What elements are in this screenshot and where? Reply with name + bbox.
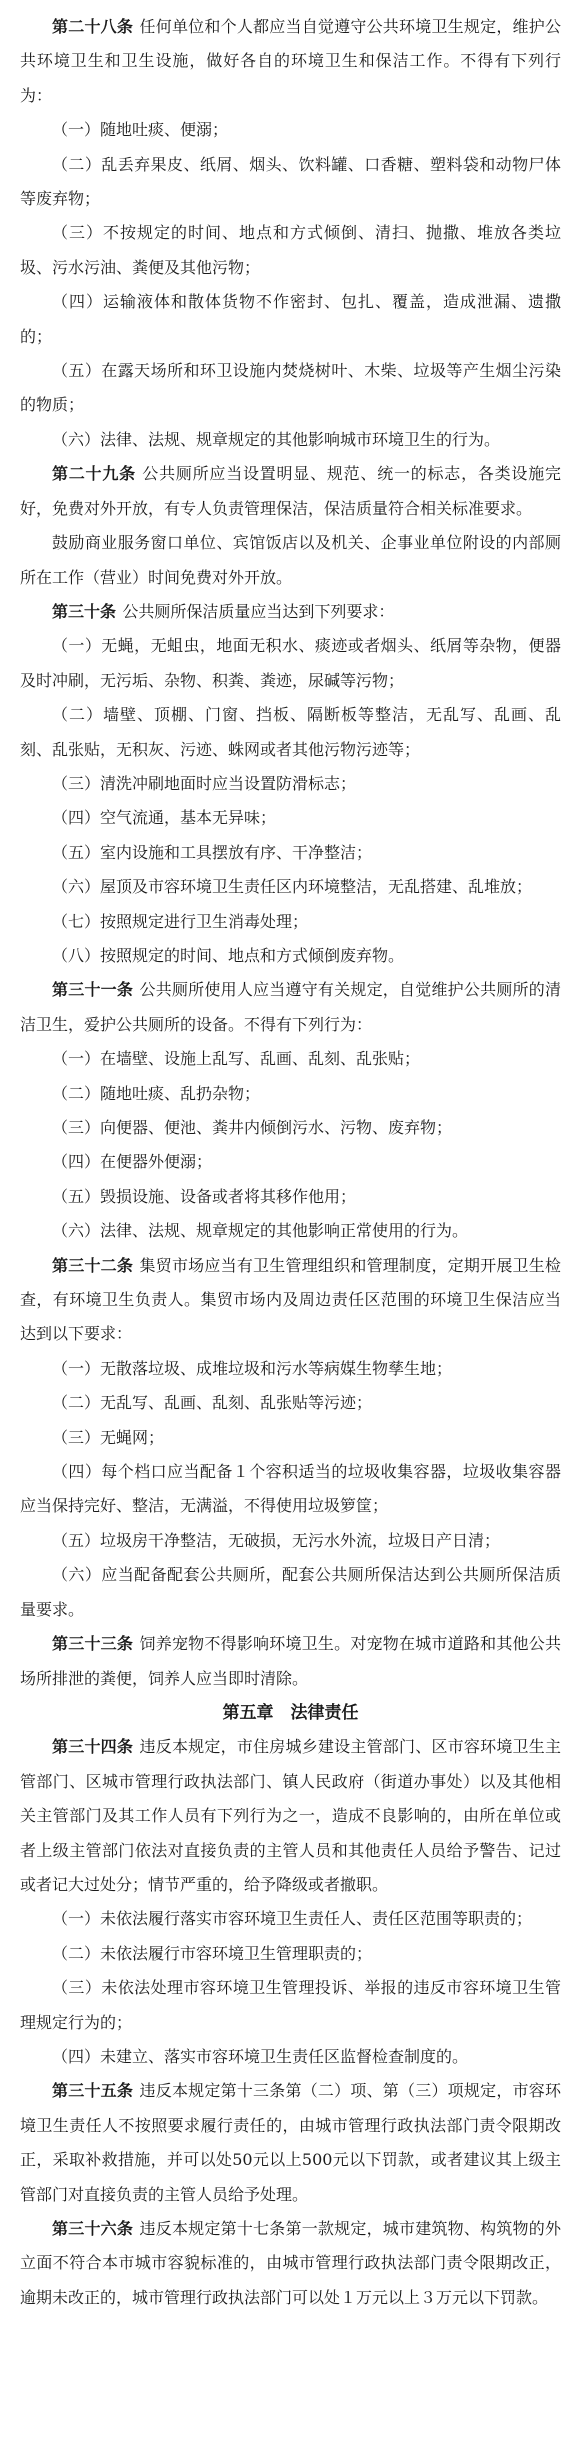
list-item: （七）按照规定进行卫生消毒处理； [52, 911, 309, 931]
list-item: （四）空气流通，基本无异味； [52, 808, 277, 828]
list-item: （二）墙壁、顶棚、门窗、挡板、隔断板等整洁，无乱写、乱画、乱刻、乱张贴，无积灰、污迹、蛛网或者其他污物污迹等； [20, 705, 561, 759]
list-item: （六）法律、法规、规章规定的其他影响正常使用的行为。 [52, 1221, 469, 1241]
article-36 [20, 2212, 561, 2315]
list-item: （二）未依法履行市容环境卫生管理职责的； [52, 1943, 373, 1963]
list-item: （五）垃圾房干净整洁，无破损，无污水外流，垃圾日产日清； [52, 1530, 501, 1550]
article-number: 第三十条 [52, 601, 117, 621]
list-item: （二）随地吐痰、乱扔杂物； [52, 1083, 261, 1103]
article-number: 第三十三条 [52, 1634, 134, 1654]
article-number: 第三十二条 [52, 1255, 134, 1275]
article-29 [20, 457, 561, 526]
article-text: 任何单位和个人都应当自觉遵守公共环境卫生规定，维护公共环境卫生和卫生设施，做好各自的环境卫生和保洁工作。不得有下列行为： [20, 17, 561, 105]
chapter-heading: 第五章 法律责任 [222, 1702, 359, 1723]
list-item: （一）无蝇，无蛆虫，地面无积水、痰迹或者烟头、纸屑等杂物，便器及时冲刷，无污垢、杂物、积粪、粪迹，尿碱等污物； [20, 636, 561, 690]
list-item: （四）运输液体和散体货物不作密封、包扎、覆盖，造成泄漏、遗撒的； [20, 292, 561, 346]
article-text: 违反本规定第十七条第一款规定，城市建筑物、构筑物的外立面不符合本市城市容貌标准的，由城市管理行政执法部门责令限期改正，逾期未改正的，城市管理行政执法部门可以处１万元以上３万元以下罚款。 [20, 2219, 561, 2307]
article-30 [20, 595, 561, 629]
list-item: （四）每个档口应当配备１个容积适当的垃圾收集容器，垃圾收集容器应当保持完好、整洁，无满溢，不得使用垃圾箩筐； [20, 1462, 561, 1516]
list-item: （二）乱丢弃果皮、纸屑、烟头、饮料罐、口香糖、塑料袋和动物尸体等废弃物； [20, 154, 561, 209]
article-number: 第二十八条 [52, 17, 134, 36]
list-item: （三）无蝇网； [52, 1427, 165, 1447]
list-item: （三）不按规定的时间、地点和方式倾倒、清扫、抛撒、堆放各类垃圾、污水污油、粪便及其他污物； [20, 223, 561, 277]
article-number: 第二十九条 [52, 464, 136, 484]
article-35 [20, 2074, 561, 2212]
article-text: 违反本规定，市住房城乡建设主管部门、区市容环境卫生主管部门、区城市管理行政执法部门、镇人民政府（街道办事处）以及其他相关主管部门及其工作人员有下列行为之一，造成不良影响的，由所在单位或者上级主管部门依法对直接负责的主管人员和其他责任人员给予警告、记过或者记大过处分；情节严重的，给予降级或者撤职。 [20, 1737, 561, 1894]
list-item: （二）无乱写、乱画、乱刻、乱张贴等污迹； [52, 1393, 373, 1413]
list-item: （五）在露天场所和环卫设施内焚烧树叶、木柴、垃圾等产生烟尘污染的物质； [20, 361, 561, 415]
list-item: （六）屋顶及市容环境卫生责任区内环境整洁，无乱搭建、乱堆放； [52, 877, 533, 897]
article-33 [20, 1627, 561, 1696]
article-number: 第三十五条 [52, 2081, 134, 2101]
article-text: 公共厕所使用人应当遵守有关规定，自觉维护公共厕所的清洁卫生，爱护公共厕所的设备。不得有下列行为： [20, 980, 561, 1034]
list-item: （一）在墙壁、设施上乱写、乱画、乱刻、乱张贴； [52, 1049, 421, 1069]
article-text: 违反本规定第十三条第（二）项、第（三）项规定，市容环境卫生责任人不按照要求履行责任的，由城市管理行政执法部门责令限期改正，采取补救措施，并可以处50元以上500元以下罚款，或者建议其上级主管部门对直接负责的主管人员给予处理。 [20, 2081, 561, 2204]
list-item: （六）应当配备配套公共厕所，配套公共厕所保洁达到公共厕所保洁质量要求。 [20, 1565, 561, 1619]
list-item: （六）法律、法规、规章规定的其他影响城市环境卫生的行为。 [52, 429, 501, 449]
article-31 [20, 973, 561, 1042]
article-number: 第三十六条 [52, 2219, 134, 2238]
list-item: （四）在便器外便溺； [52, 1152, 213, 1172]
list-item: （三）清洗冲刷地面时应当设置防滑标志； [52, 773, 357, 793]
list-item: （五）室内设施和工具摆放有序、干净整洁； [52, 842, 373, 862]
article-text: 公共厕所保洁质量应当达到下列要求： [122, 601, 395, 621]
list-item: （一）无散落垃圾、成堆垃圾和污水等病媒生物孳生地； [52, 1358, 453, 1378]
article-32 [20, 1249, 561, 1352]
list-item: （八）按照规定的时间、地点和方式倾倒废弃物。 [52, 945, 405, 965]
article-number: 第三十一条 [52, 980, 134, 1000]
list-item: （三）未依法处理市容环境卫生管理投诉、举报的违反市容环境卫生管理规定行为的； [20, 1978, 561, 2032]
list-item: （三）向便器、便池、粪井内倾倒污水、污物、废弃物； [52, 1118, 453, 1137]
list-item: （一）随地吐痰、便溺； [52, 120, 229, 140]
article-text: 公共厕所应当设置明显、规范、统一的标志，各类设施完好，免费对外开放，有专人负责管理保洁，保洁质量符合相关标准要求。 [20, 464, 561, 518]
list-item: （四）未建立、落实市容环境卫生责任区监督检查制度的。 [52, 2046, 469, 2066]
list-item: （五）毁损设施、设备或者将其移作他用； [52, 1186, 357, 1206]
article-number: 第三十四条 [52, 1737, 134, 1757]
list-item: 鼓励商业服务窗口单位、宾馆饭店以及机关、企事业单位附设的内部厕所在工作（营业）时间免费对外开放。 [20, 533, 561, 587]
article-34 [20, 1730, 561, 1902]
article-text: 集贸市场应当有卫生管理组织和管理制度，定期开展卫生检查，有环境卫生负责人。集贸市场内及周边责任区范围的环境卫生保洁应当达到以下要求： [20, 1255, 561, 1344]
article-text: 饲养宠物不得影响环境卫生。对宠物在城市道路和其他公共场所排泄的粪便，饲养人应当即时清除。 [20, 1634, 561, 1688]
list-item: （一）未依法履行落实市容环境卫生责任人、责任区范围等职责的； [52, 1909, 533, 1929]
article-28 [20, 10, 561, 113]
